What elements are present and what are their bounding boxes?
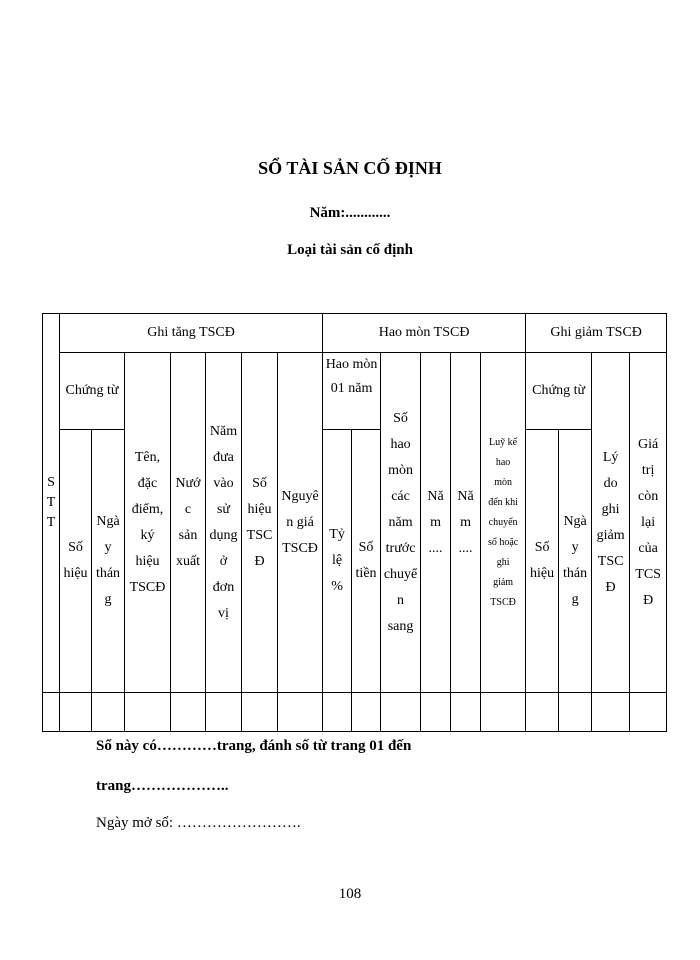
table-cell bbox=[60, 693, 92, 732]
header-voucher-increase: Chứng từ bbox=[60, 353, 125, 430]
pages-note-line1: Sổ này có…………trang, đánh số từ trang 01 đến bbox=[96, 738, 412, 754]
pages-note-line2: trang……………….. bbox=[96, 778, 229, 794]
header-reason: Lý do ghi giảm TSC Đ bbox=[592, 353, 630, 693]
header-voucher-decrease: Chứng từ bbox=[526, 353, 592, 430]
table-cell bbox=[352, 693, 381, 732]
page-title: SỔ TÀI SẢN CỐ ĐỊNH bbox=[258, 158, 442, 178]
table-cell bbox=[125, 693, 171, 732]
table-cell bbox=[43, 693, 60, 732]
header-rate: Tỷ lệ % bbox=[323, 430, 352, 693]
header-doc-no-increase: Số hiệu bbox=[60, 430, 92, 693]
header-doc-no-decrease: Số hiệu bbox=[526, 430, 559, 693]
header-depreciation-previous: Số hao mòn các năm trước chuyể n sang bbox=[381, 353, 421, 693]
header-group-increase: Ghi tăng TSCĐ bbox=[60, 314, 323, 353]
header-date-increase: Ngà y thán g bbox=[92, 430, 125, 693]
header-group-depreciation: Hao mòn TSCĐ bbox=[323, 314, 526, 353]
table-cell bbox=[481, 693, 526, 732]
table-cell bbox=[206, 693, 242, 732]
asset-type-line: Loại tài sản cố định bbox=[287, 242, 413, 258]
table-cell bbox=[592, 693, 630, 732]
header-year-in-use: Năm đưa vào sử dụng ở đơn vị bbox=[206, 353, 242, 693]
header-group-decrease: Ghi giảm TSCĐ bbox=[526, 314, 667, 353]
header-date-decrease: Ngà y thán g bbox=[559, 430, 592, 693]
header-name-description: Tên, đặc điểm, ký hiệu TSCĐ bbox=[125, 353, 171, 693]
header-amount: Số tiền bbox=[352, 430, 381, 693]
table-row bbox=[43, 693, 667, 732]
table-cell bbox=[630, 693, 667, 732]
table-cell bbox=[381, 693, 421, 732]
year-line: Năm:............ bbox=[309, 205, 391, 221]
table-cell bbox=[421, 693, 451, 732]
header-asset-code: Số hiệu TSC Đ bbox=[242, 353, 278, 693]
header-country: Nướ c sản xuất bbox=[171, 353, 206, 693]
header-remaining-value: Giá trị còn lại của TCS Đ bbox=[630, 353, 667, 693]
header-year-b: Nă m .... bbox=[451, 353, 481, 693]
table-cell bbox=[559, 693, 592, 732]
table-cell bbox=[323, 693, 352, 732]
header-original-cost: Nguyê n giá TSCĐ bbox=[278, 353, 323, 693]
fixed-asset-ledger-table bbox=[42, 313, 667, 732]
open-date-note: Ngày mở sổ: ……………………. bbox=[96, 815, 301, 831]
table-cell bbox=[242, 693, 278, 732]
header-year-a: Nă m .... bbox=[421, 353, 451, 693]
table-cell bbox=[92, 693, 125, 732]
page-number: 108 bbox=[338, 886, 362, 902]
header-accumulated-depreciation: Luỹ kế hao mòn đến khi chuyển sổ hoặc ghi giảm TSCĐ bbox=[481, 353, 526, 693]
header-stt: S T T bbox=[43, 314, 60, 693]
table-cell bbox=[278, 693, 323, 732]
table-cell bbox=[451, 693, 481, 732]
table-cell bbox=[171, 693, 206, 732]
table-cell bbox=[526, 693, 559, 732]
header-depreciation-one-year: Hao mòn 01 năm bbox=[323, 353, 381, 430]
